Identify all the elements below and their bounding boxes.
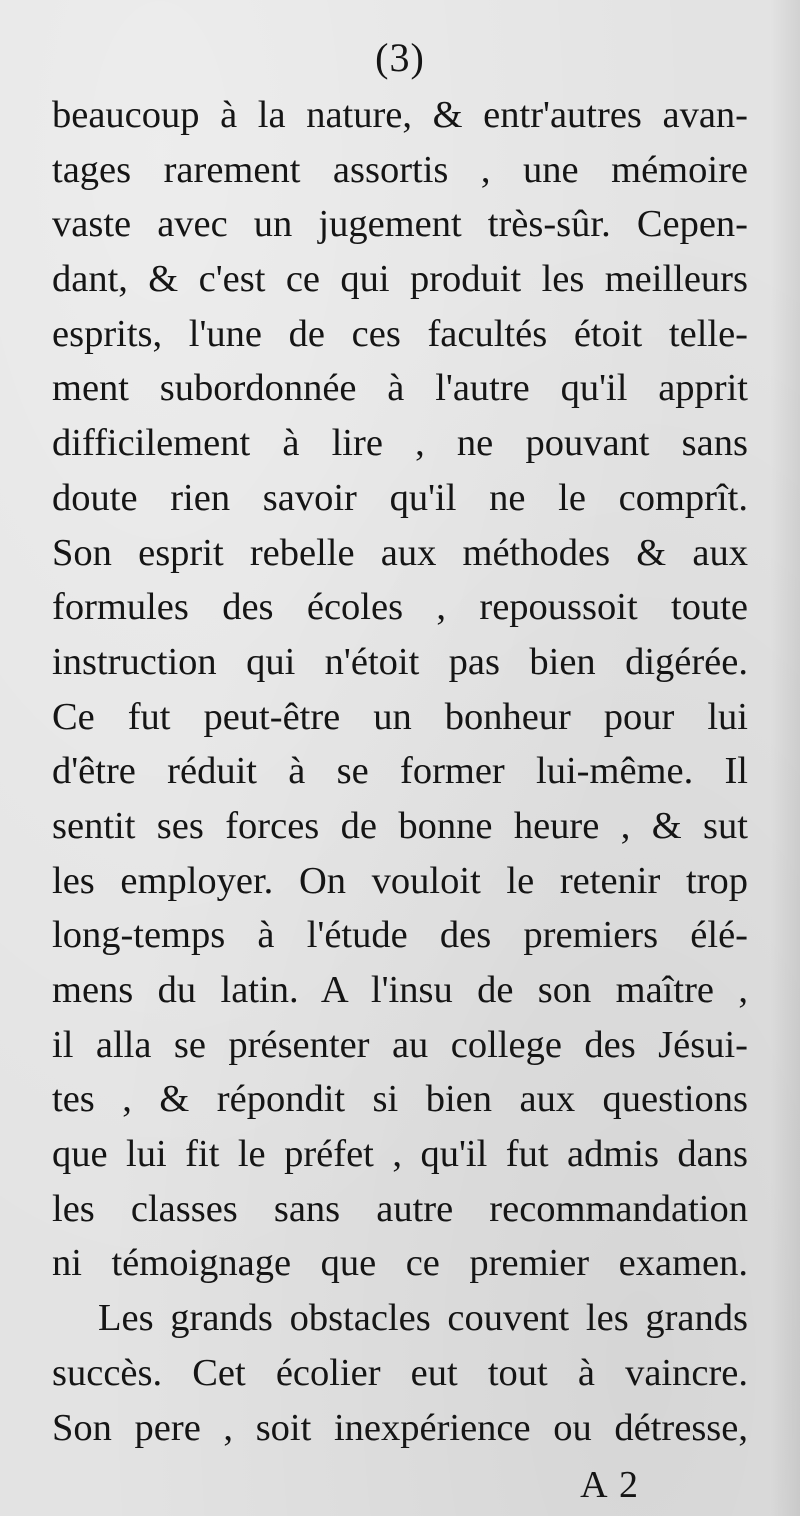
text-line: ni témoignage que ce premier examen. — [52, 1242, 748, 1285]
text-line: Son pere , soit inexpérience ou détresse, — [52, 1406, 748, 1449]
text-line: dant, & c'est ce qui produit les meilleurs — [52, 258, 748, 301]
text-line: Les grands obstacles couvent les grands — [98, 1297, 748, 1340]
page-edge-shadow — [770, 0, 800, 1516]
text-line: mens du latin. A l'insu de son maître , — [52, 969, 748, 1011]
text-line: instruction qui n'étoit pas bien digérée. — [52, 640, 748, 683]
text-line: Ce fut peut-être un bonheur pour lui — [52, 695, 748, 738]
text-line: beaucoup à la nature, & entr'autres avan- — [52, 94, 748, 136]
text-line: sentit ses forces de bonne heure , & sut — [52, 804, 748, 847]
body-text — [52, 88, 748, 1455]
text-line: les classes sans autre recommandation — [52, 1187, 748, 1230]
text-line: doute rien savoir qu'il ne le comprît. — [52, 476, 748, 519]
text-line: Son esprit rebelle aux méthodes & aux — [52, 531, 748, 574]
text-line: d'être réduit à se former lui-même. Il — [52, 750, 748, 793]
text-line: long-temps à l'étude des premiers élé- — [52, 914, 748, 957]
text-line: difficilement à lire , ne pouvant sans — [52, 422, 748, 465]
signature-mark: A 2 — [580, 1464, 640, 1506]
text-line: tages rarement assortis , une mémoire — [52, 148, 748, 191]
text-line: formules des écoles , repoussoit toute — [52, 586, 748, 629]
text-line: tes , & répondit si bien aux questions — [52, 1078, 748, 1121]
text-line: il alla se présenter au college des Jésui- — [52, 1023, 748, 1066]
text-line: les employer. On vouloit le retenir trop — [52, 859, 748, 902]
text-line: esprits, l'une de ces facultés étoit telle- — [52, 312, 748, 355]
text-line: vaste avec un jugement très-sûr. Cepen- — [52, 203, 748, 246]
page-number: (3) — [375, 35, 425, 80]
text-line: que lui fit le préfet , qu'il fut admis dans — [52, 1133, 748, 1176]
text-line: ment subordonnée à l'autre qu'il apprit — [52, 367, 748, 410]
text-line: succès. Cet écolier eut tout à vaincre. — [52, 1351, 748, 1394]
